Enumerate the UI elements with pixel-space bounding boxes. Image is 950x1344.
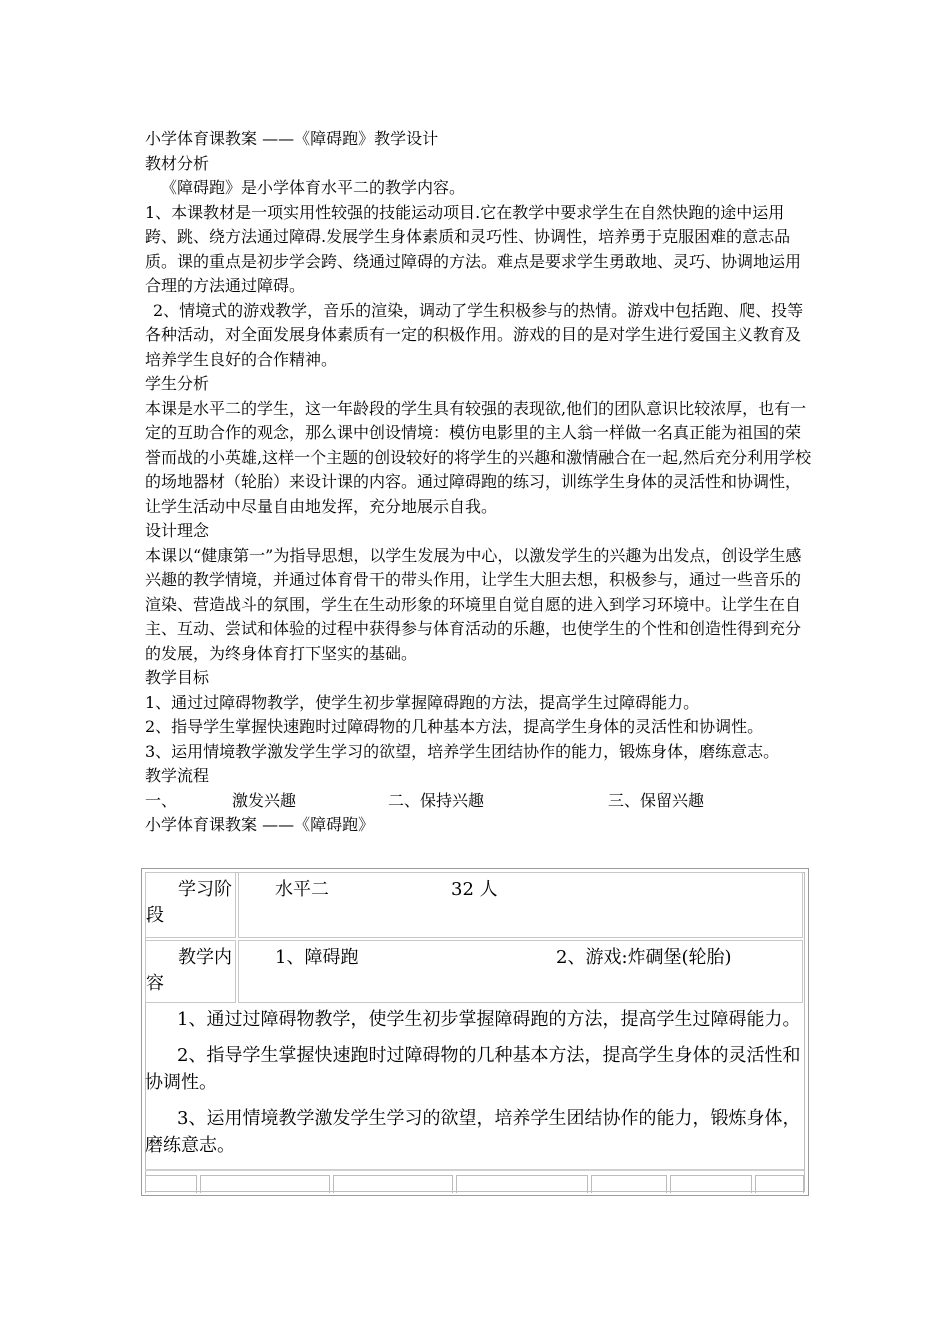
goal-item-3: 3、运用情境教学激发学生学习的欲望，培养学生团结协作的能力，锻炼身体，磨练意志。 — [145, 741, 780, 761]
content-item-1: 1、障碍跑 — [275, 947, 359, 968]
document-title: 小学体育课教案 ——《障碍跑》教学设计 — [145, 129, 439, 148]
paragraph-student-analysis: 本课是水平二的学生，这一年龄段的学生具有较强的表现欲,他们的团队意识比较浓厚，也有一定的互助合作的观念，那么课中创设情境：模仿电影里的主人翁一样做一名真正能为祖国的荣誉而战的小英雄,这样一个主题的创设较好的将学生的兴趣和激情融合在一起,然后充分利用学校的场地器材（轮胎）来设计课的内容。通过障碍跑的练习，训练学生身体的灵活性和协调性，让学生活动中尽量自由地发挥，充分地展示自我。 — [145, 398, 812, 516]
cell-label-learning-stage — [145, 872, 236, 938]
label-learning-stage-a: 学习阶 — [178, 879, 232, 900]
table-empty-row — [145, 1169, 804, 1193]
label-teaching-content-b: 容 — [146, 973, 164, 994]
table-goal-1: 1、通过过障碍物教学，使学生初步掌握障碍跑的方法，提高学生过障碍能力。 — [177, 1009, 801, 1030]
heading-student-analysis: 学生分析 — [145, 374, 210, 393]
goal-item-2: 2、指导学生掌握快速跑时过障碍物的几种基本方法，提高学生身体的灵活性和协调性。 — [145, 717, 764, 736]
teaching-flow-row — [145, 789, 815, 814]
heading-design-concept: 设计理念 — [145, 521, 210, 540]
lesson-plan-title: 小学体育课教案 ——《障碍跑》 — [145, 815, 375, 834]
cell-learning-stage-value — [238, 872, 803, 938]
student-count: 32 人 — [451, 879, 498, 900]
table-goals-cell — [145, 1006, 806, 1168]
table-goal-2: 2、指导学生掌握快速跑时过障碍物的几种基本方法，提高学生身体的灵活性和协调性。 — [145, 1045, 801, 1093]
lesson-plan-table — [141, 868, 809, 1196]
paragraph-material-2: 2、情境式的游戏教学，音乐的渲染，调动了学生积极参与的热情。游戏中包括跑、爬、投等各种活动，对全面发展身体素质有一定的积极作用。游戏的目的是对学生进行爱国主义教育及培养学生良好的合作精神。 — [145, 300, 804, 369]
table-goal-3: 3、运用情境教学激发学生学习的欲望，培养学生团结协作的能力，锻炼身体，磨练意志。 — [145, 1108, 801, 1156]
empty-cell — [755, 1175, 804, 1193]
flow-step-1-number: 一、 — [145, 790, 178, 810]
heading-teaching-goals: 教学目标 — [145, 668, 210, 687]
paragraph-material-intro: 《障碍跑》是小学体育水平二的教学内容。 — [161, 178, 466, 197]
cell-label-teaching-content — [145, 940, 236, 1003]
empty-cell — [670, 1175, 752, 1193]
empty-cell — [333, 1175, 453, 1193]
empty-cell — [591, 1175, 667, 1193]
content-item-2: 2、游戏:炸碉堡(轮胎) — [556, 947, 732, 968]
label-learning-stage-b: 段 — [146, 905, 164, 926]
flow-step-1: 激发兴趣 — [232, 790, 297, 810]
empty-cell — [200, 1175, 330, 1193]
paragraph-material-1: 1、本课教材是一项实用性较强的技能运动项目.它在教学中要求学生在自然快跑的途中运用跨、跳、绕方法通过障碍.发展学生身体素质和灵巧性、协调性，培养勇于克服困难的意志品质。课的重点是初步学会跨、绕通过障碍的方法。难点是要求学生勇敢地、灵巧、协调地运用合理的方法通过障碍。 — [145, 202, 802, 295]
document-body — [145, 127, 815, 838]
heading-teaching-flow: 教学流程 — [145, 766, 210, 785]
paragraph-design-concept: 本课以“健康第一”为指导思想，以学生发展为中心，以激发学生的兴趣为出发点，创设学生感兴趣的教学情境，并通过体育骨干的带头作用，让学生大胆去想，积极参与，通过一些音乐的渲染、营造战斗的氛围，学生在生动形象的环境里自觉自愿的进入到学习环境中。让学生在自主、互动、尝试和体验的过程中获得参与体育活动的乐趣，也使学生的个性和创造性得到充分的发展，为终身体育打下坚实的基础。 — [145, 545, 802, 663]
goal-item-1: 1、通过过障碍物教学，使学生初步掌握障碍跑的方法，提高学生过障碍能力。 — [145, 692, 700, 712]
flow-step-3: 三、保留兴趣 — [608, 790, 705, 810]
label-teaching-content-a: 教学内 — [178, 947, 232, 968]
cell-teaching-content-value — [238, 940, 803, 1003]
stage-level: 水平二 — [275, 879, 329, 900]
heading-material-analysis: 教材分析 — [145, 153, 210, 173]
empty-cell — [456, 1175, 588, 1193]
flow-step-2: 二、保持兴趣 — [388, 790, 485, 810]
empty-cell — [145, 1175, 197, 1193]
